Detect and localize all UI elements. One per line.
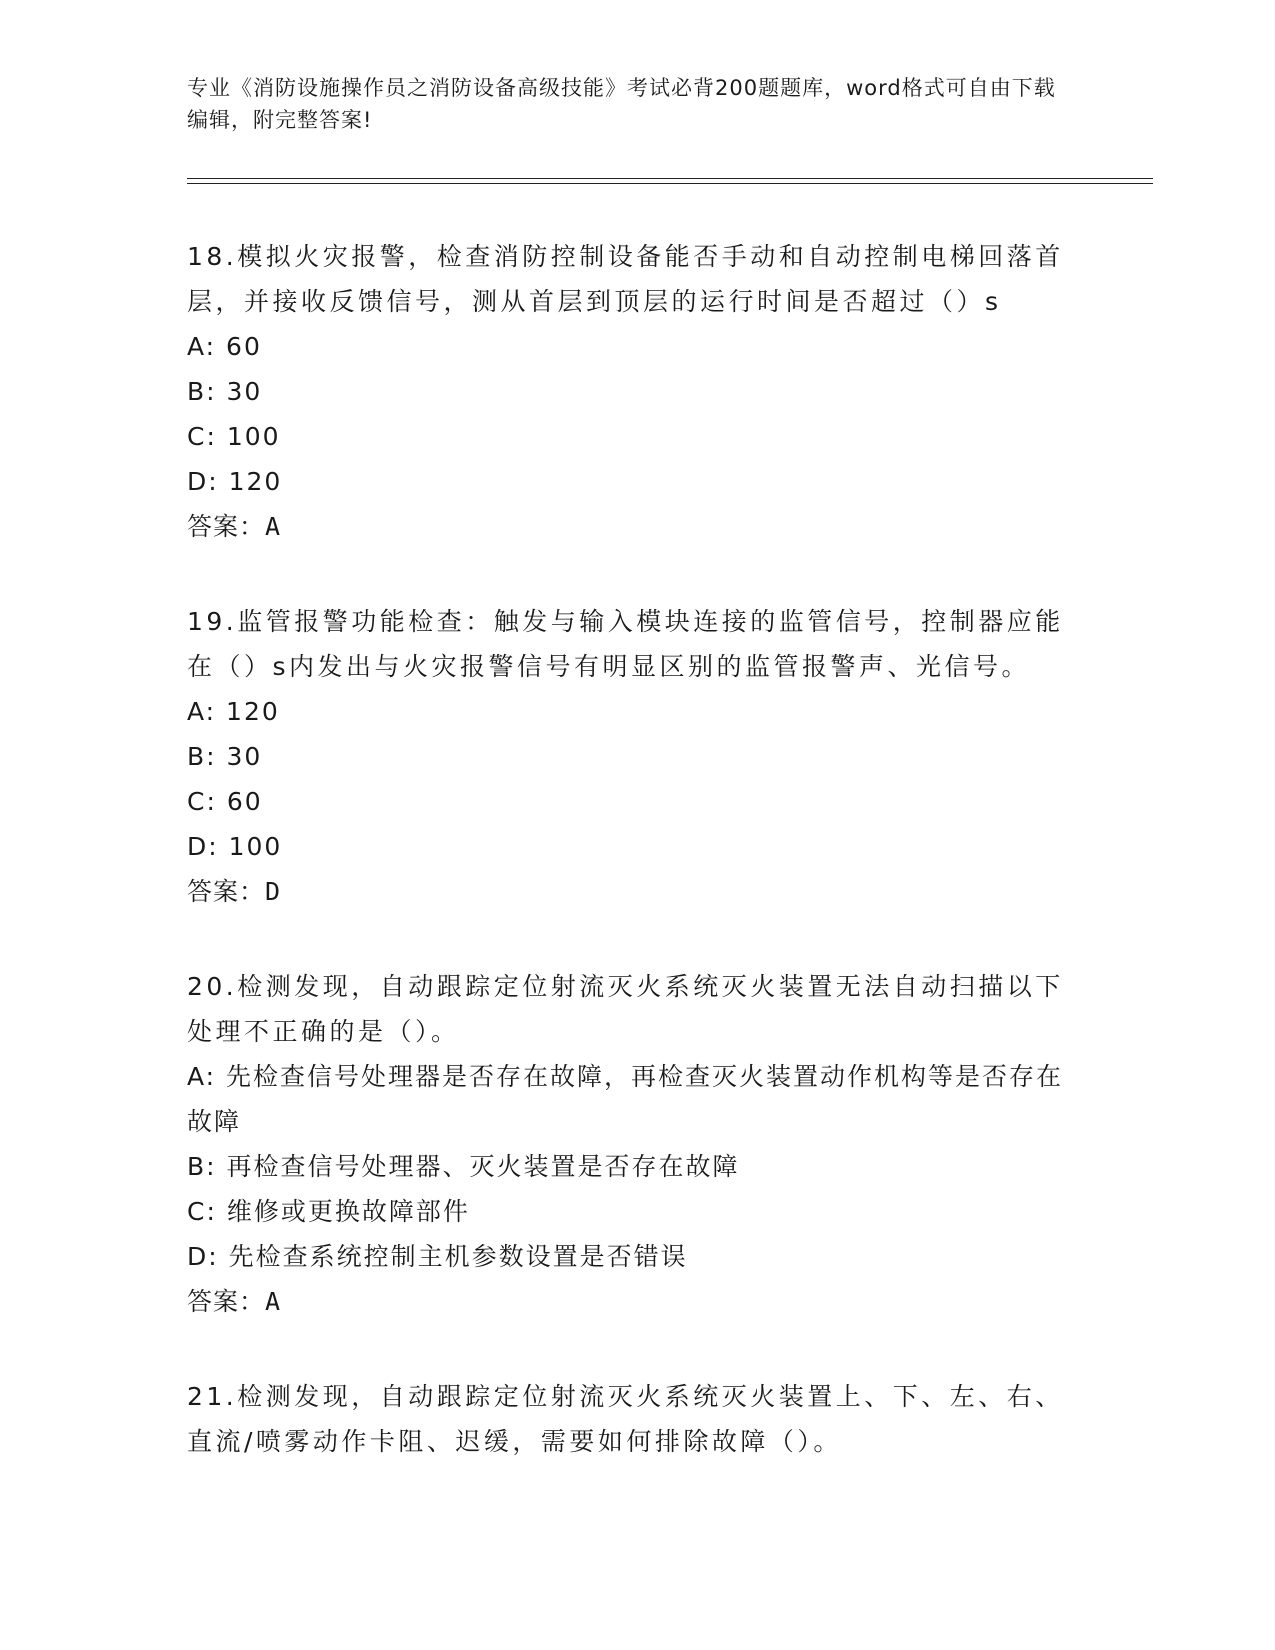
option-a: A: 120 (187, 697, 280, 726)
question-19 (187, 599, 1067, 914)
option-d: D: 100 (187, 832, 283, 861)
answer-line (187, 869, 1067, 914)
answer-label: 答案： (187, 512, 266, 541)
answer-value: D (265, 877, 282, 906)
header-divider-line (187, 178, 1153, 179)
option-a: A: 60 (187, 332, 262, 361)
option-b: B: 再检查信号处理器、灭火装置是否存在故障 (187, 1152, 740, 1181)
option-c: C: 60 (187, 787, 263, 816)
option-b: B: 30 (187, 742, 263, 771)
answer-label: 答案： (187, 877, 266, 906)
option-c: C: 维修或更换故障部件 (187, 1197, 470, 1226)
question-stem: 21.检测发现，自动跟踪定位射流灭火系统灭火装置上、下、左、右、直流/喷雾动作卡阻、迟缓，需要如何排除故障（）。 (187, 1382, 1064, 1456)
option-a: A: 先检查信号处理器是否存在故障，再检查灭火装置动作机构等是否存在故障 (187, 1062, 1064, 1136)
answer-value: A (265, 1287, 282, 1316)
answer-line (187, 504, 1067, 549)
option-c: C: 100 (187, 422, 281, 451)
question-stem: 20.检测发现，自动跟踪定位射流灭火系统灭火装置无法自动扫描以下处理不正确的是（）。 (187, 972, 1064, 1046)
question-18 (187, 234, 1067, 549)
option-b: B: 30 (187, 377, 263, 406)
question-20 (187, 964, 1067, 1324)
answer-label: 答案： (187, 1287, 266, 1316)
question-21 (187, 1374, 1067, 1464)
document-header: 专业《消防设施操作员之消防设备高级技能》考试必背200题题库，word格式可自由下载编辑，附完整答案! (187, 76, 1056, 132)
header-divider-line-double (187, 183, 1153, 184)
question-stem: 18.模拟火灾报警，检查消防控制设备能否手动和自动控制电梯回落首层，并接收反馈信号，测从首层到顶层的运行时间是否超过（）s (187, 242, 1064, 316)
option-d: D: 120 (187, 467, 283, 496)
answer-value: A (265, 512, 282, 541)
question-stem: 19.监管报警功能检查：触发与输入模块连接的监管信号，控制器应能在（）s内发出与火灾报警信号有明显区别的监管报警声、光信号。 (187, 607, 1064, 681)
question-list (187, 234, 1067, 1514)
option-d: D: 先检查系统控制主机参数设置是否错误 (187, 1242, 688, 1271)
answer-line (187, 1279, 1067, 1324)
